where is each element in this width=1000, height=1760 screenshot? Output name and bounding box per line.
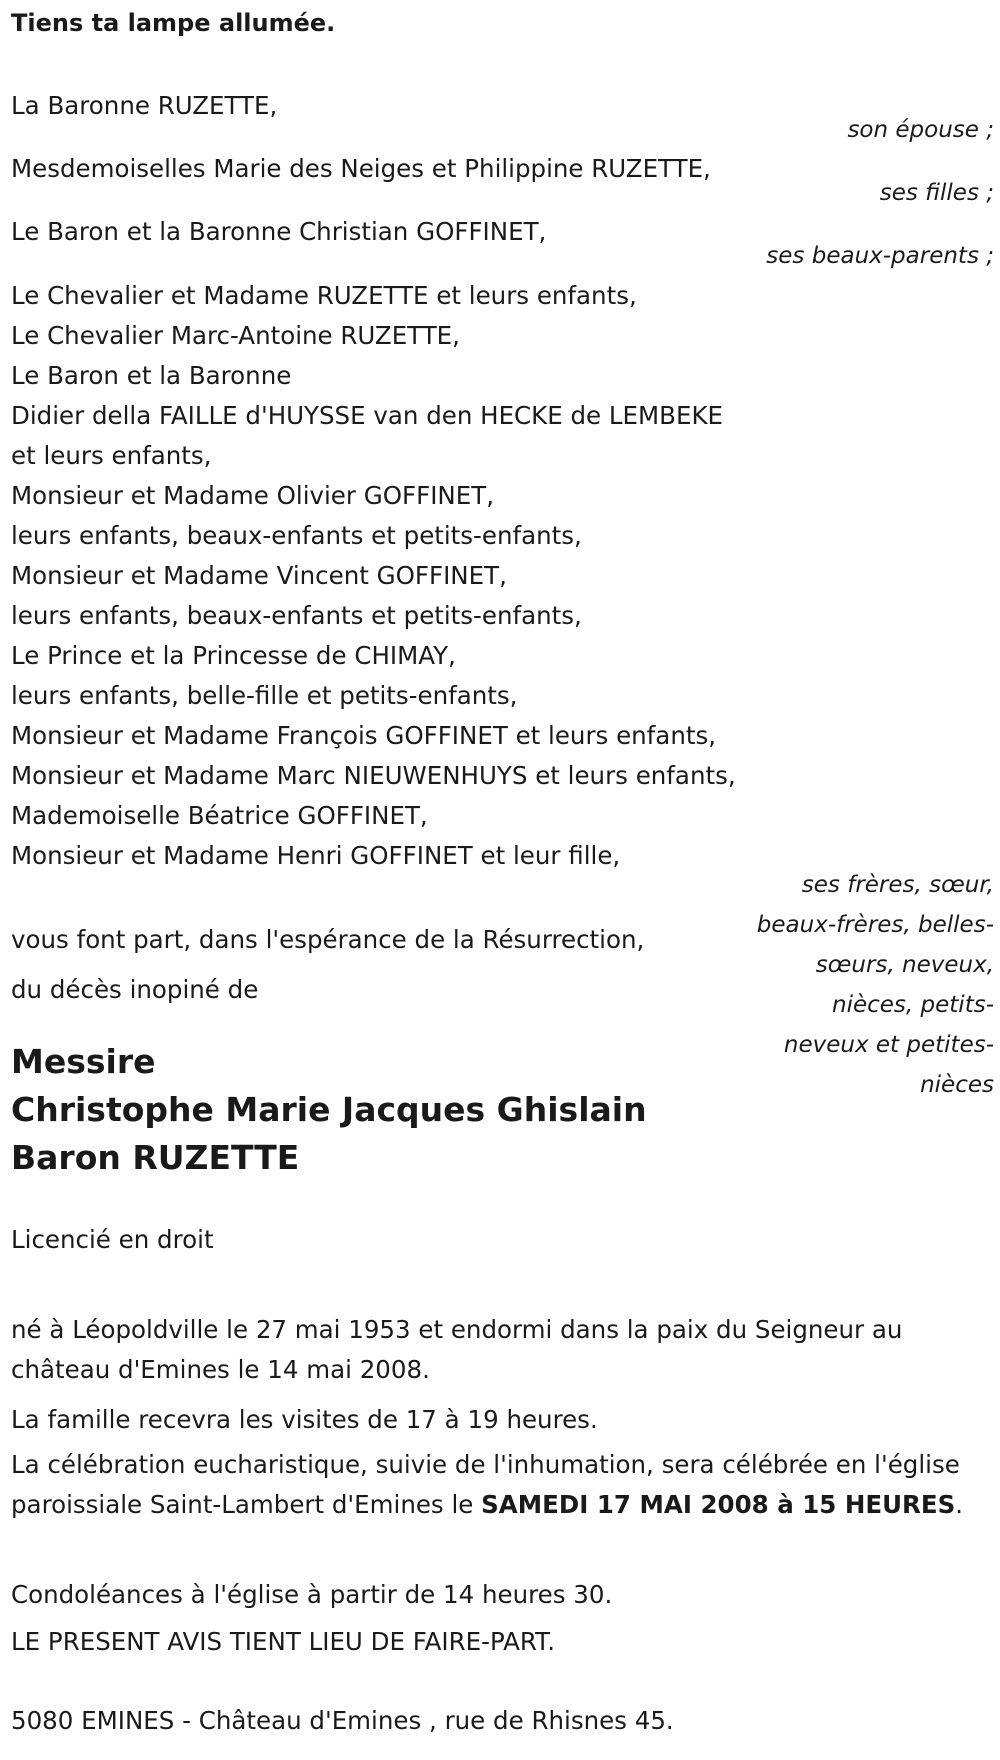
sibling-line: Monsieur et Madame Olivier GOFFINET,	[11, 481, 494, 510]
sibling-line: Le Chevalier Marc-Antoine RUZETTE,	[11, 321, 460, 350]
notice: LE PRESENT AVIS TIENT LIEU DE FAIRE-PART.	[11, 1627, 556, 1656]
sibling-line: Le Baron et la Baronne	[11, 361, 292, 390]
sibling-line: leurs enfants, belle-fille et petits-enfants,	[11, 681, 518, 710]
degree: Licencié en droit	[11, 1225, 214, 1254]
deceased-surname: Baron RUZETTE	[11, 1138, 300, 1177]
spouse-relation: son épouse ;	[847, 117, 994, 143]
celebration-end: .	[955, 1490, 964, 1519]
siblings-relation	[757, 865, 994, 1105]
parents-in-law-name: Le Baron et la Baronne Christian GOFFINET,	[11, 217, 547, 246]
siblings-relation-line: sœurs, neveux,	[815, 952, 994, 978]
siblings-relation-line: nièces, petits-	[832, 992, 994, 1018]
daughters-name: Mesdemoiselles Marie des Neiges et Philippine RUZETTE,	[11, 154, 711, 183]
deceased-title: Messire	[11, 1042, 156, 1081]
celebration	[11, 1445, 986, 1525]
address: 5080 EMINES - Château d'Emines , rue de Rhisnes 45.	[11, 1706, 674, 1735]
sibling-line: et leurs enfants,	[11, 441, 212, 470]
spouse-name: La Baronne RUZETTE,	[11, 91, 278, 120]
announcement-line-1: vous font part, dans l'espérance de la Résurrection,	[11, 925, 645, 954]
celebration-date: SAMEDI 17 MAI 2008 à 15 HEURES	[481, 1490, 956, 1519]
celebration-text: La célébration eucharistique, suivie de l'inhumation, sera célébrée en l'église paroissiale Saint-Lambert d'Emines le	[11, 1450, 960, 1519]
siblings-relation-line: ses frères, sœur,	[801, 872, 994, 898]
visits: La famille recevra les visites de 17 à 19 heures.	[11, 1405, 598, 1434]
sibling-line: leurs enfants, beaux-enfants et petits-enfants,	[11, 601, 582, 630]
siblings-list	[11, 276, 736, 876]
deceased-given-names: Christophe Marie Jacques Ghislain	[11, 1090, 647, 1129]
siblings-relation-line: nièces	[920, 1072, 994, 1098]
sibling-line: Mademoiselle Béatrice GOFFINET,	[11, 801, 428, 830]
sibling-line: Didier della FAILLE d'HUYSSE van den HECKE de LEMBEKE	[11, 401, 724, 430]
daughters-relation: ses filles ;	[879, 180, 994, 206]
parents-in-law-relation: ses beaux-parents ;	[766, 243, 994, 269]
sibling-line: Monsieur et Madame Vincent GOFFINET,	[11, 561, 507, 590]
sibling-line: Monsieur et Madame Henri GOFFINET et leur fille,	[11, 841, 621, 870]
sibling-line: Le Prince et la Princesse de CHIMAY,	[11, 641, 456, 670]
sibling-line: Le Chevalier et Madame RUZETTE et leurs enfants,	[11, 281, 637, 310]
condolences: Condoléances à l'église à partir de 14 heures 30.	[11, 1580, 613, 1609]
sibling-line: Monsieur et Madame François GOFFINET et leurs enfants,	[11, 721, 717, 750]
motto: Tiens ta lampe allumée.	[11, 9, 336, 37]
sibling-line: leurs enfants, beaux-enfants et petits-enfants,	[11, 521, 582, 550]
birth-death: né à Léopoldville le 27 mai 1953 et endormi dans la paix du Seigneur au château d'Emines le 14 mai 2008.	[11, 1315, 903, 1384]
siblings-relation-line: beaux-frères, belles-	[756, 912, 994, 938]
announcement-line-2: du décès inopiné de	[11, 975, 259, 1004]
siblings-relation-line: neveux et petites-	[783, 1032, 994, 1058]
sibling-line: Monsieur et Madame Marc NIEUWENHUYS et leurs enfants,	[11, 761, 736, 790]
